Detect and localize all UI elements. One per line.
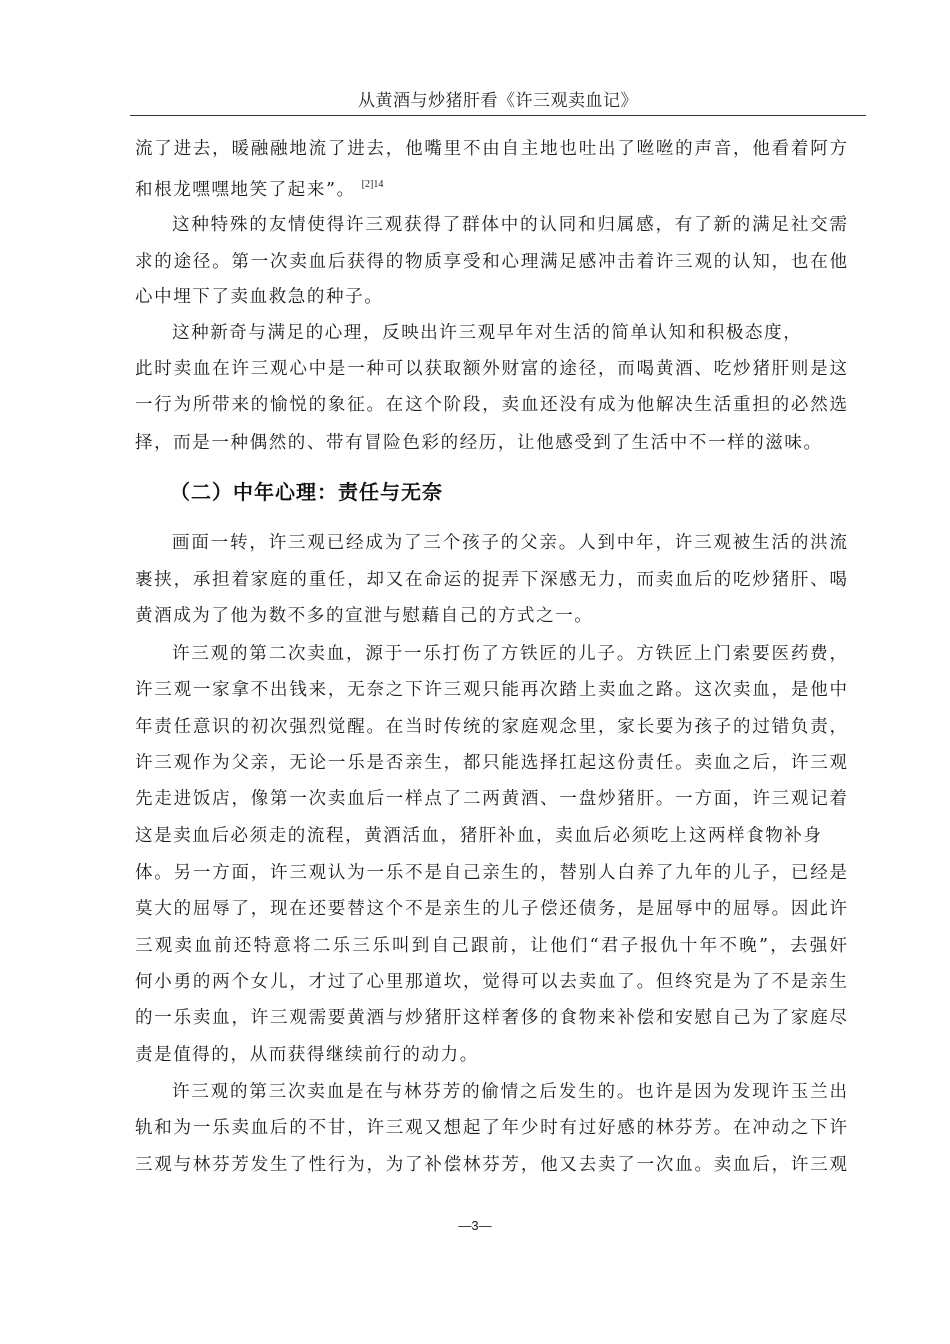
text-line	[135, 750, 847, 776]
text-line-content: 心中埋下了卖血救急的种子。	[135, 287, 384, 307]
text-line	[135, 1152, 847, 1178]
text-line	[135, 284, 847, 310]
text-line	[135, 356, 847, 382]
text-line	[135, 1005, 847, 1031]
text-line-content: 画面一转，许三观已经成为了三个孩子的父亲。人到中年，许三观被生活的洪流	[172, 533, 847, 553]
text-line	[172, 1079, 847, 1105]
text-line-content: 一行为所带来的愉悦的象征。在这个阶段，卖血还没有成为他解决生活重担的必然选	[135, 395, 847, 415]
text-line	[135, 430, 847, 456]
text-line-content: 轨和为一乐卖血后的不甘，许三观又想起了年少时有过好感的林芬芳。在冲动之下许	[135, 1118, 847, 1138]
text-line	[135, 823, 847, 849]
running-header-title: 从黄酒与炒猪肝看《许三观卖血记》	[358, 91, 638, 111]
text-line-content: 流了进去，暖融融地流了进去，他嘴里不由自主地也吐出了咝咝的声音，他看着阿方	[135, 139, 847, 159]
text-line-content: 求的途径。第一次卖血后获得的物质享受和心理满足感冲击着许三观的认知，也在他	[135, 252, 847, 272]
text-line-content: 莫大的屈辱了，现在还要替这个不是亲生的儿子偿还债务，是屈辱中的屈辱。因此许	[135, 899, 847, 919]
text-line-content: 许三观作为父亲，无论一乐是否亲生，都只能选择扛起这份责任。卖血之后，许三观	[135, 753, 847, 773]
text-line-content: 黄酒成为了他为数不多的宣泄与慰藉自己的方式之一。	[135, 606, 594, 626]
text-line-content: 责是值得的，从而获得继续前行的动力。	[135, 1045, 479, 1065]
text-line-content: 许三观的第二次卖血，源于一乐打伤了方铁匠的儿子。方铁匠上门索要医药费，	[172, 644, 847, 664]
text-line-content: 许三观的第三次卖血是在与林芬芳的偷情之后发生的。也许是因为发现许玉兰出	[172, 1082, 847, 1102]
text-line-content: 体。另一方面，许三观认为一乐不是自己亲生的，替别人白养了九年的儿子，已经是	[135, 863, 847, 883]
text-line-content: 许三观一家拿不出钱来，无奈之下许三观只能再次踏上卖血之路。这次卖血，是他中	[135, 680, 847, 700]
text-line-content: 和根龙嘿嘿地笑了起来”。	[135, 180, 356, 200]
text-line	[135, 896, 847, 922]
text-line-content: 择，而是一种偶然的、带有冒险色彩的经历，让他感受到了生活中不一样的滋味。	[135, 433, 823, 453]
text-line	[135, 603, 847, 629]
text-line-content: 此时卖血在许三观心中是一种可以获取额外财富的途径，而喝黄酒、吃炒猪肝则是这	[135, 359, 847, 379]
text-line-content: 这是卖血后必须走的流程，黄酒活血，猪肝补血，卖血后必须吃上这两样食物补身	[135, 826, 823, 846]
text-line	[135, 136, 847, 162]
text-line	[135, 249, 847, 275]
text-line	[135, 786, 847, 812]
header-divider	[130, 115, 866, 116]
text-line-content: 这种新奇与满足的心理，反映出许三观早年对生活的简单认知和积极态度，	[172, 323, 803, 343]
text-line	[135, 677, 847, 703]
text-line	[135, 1042, 847, 1068]
text-line	[135, 933, 847, 959]
text-line	[135, 714, 847, 740]
text-line	[135, 860, 847, 886]
section-heading: （二）中年心理：责任与无奈	[170, 480, 443, 504]
text-line	[172, 212, 847, 238]
text-line-content: 裹挟，承担着家庭的重任，却又在命运的捉弄下深感无力，而卖血后的吃炒猪肝、喝	[135, 570, 847, 590]
citation-reference: [2]14	[361, 179, 384, 190]
text-line-content: 这种特殊的友情使得许三观获得了群体中的认同和归属感，有了新的满足社交需	[172, 215, 847, 235]
page-number: —3—	[458, 1218, 492, 1233]
text-line	[135, 392, 847, 418]
text-line	[172, 320, 847, 346]
text-line	[135, 567, 847, 593]
text-line	[135, 969, 847, 995]
text-line-content: 三观卖血前还特意将二乐三乐叫到自己跟前，让他们“君子报仇十年不晚”，去强奸	[135, 936, 847, 956]
text-line-content: 年责任意识的初次强烈觉醒。在当时传统的家庭观念里，家长要为孩子的过错负责，	[135, 717, 847, 737]
text-line	[172, 530, 847, 556]
text-line	[172, 641, 847, 667]
text-line	[135, 172, 847, 198]
text-line-content: 的一乐卖血，许三观需要黄酒与炒猪肝这样奢侈的食物来补偿和安慰自己为了家庭尽	[135, 1008, 847, 1028]
text-line-content: 先走进饭店，像第一次卖血后一样点了二两黄酒、一盘炒猪肝。一方面，许三观记着	[135, 789, 847, 809]
text-line	[135, 1115, 847, 1141]
text-line-content: 何小勇的两个女儿，才过了心里那道坎，觉得可以去卖血了。但终究是为了不是亲生	[135, 972, 847, 992]
text-line-content: 三观与林芬芳发生了性行为，为了补偿林芬芳，他又去卖了一次血。卖血后，许三观	[135, 1155, 847, 1175]
